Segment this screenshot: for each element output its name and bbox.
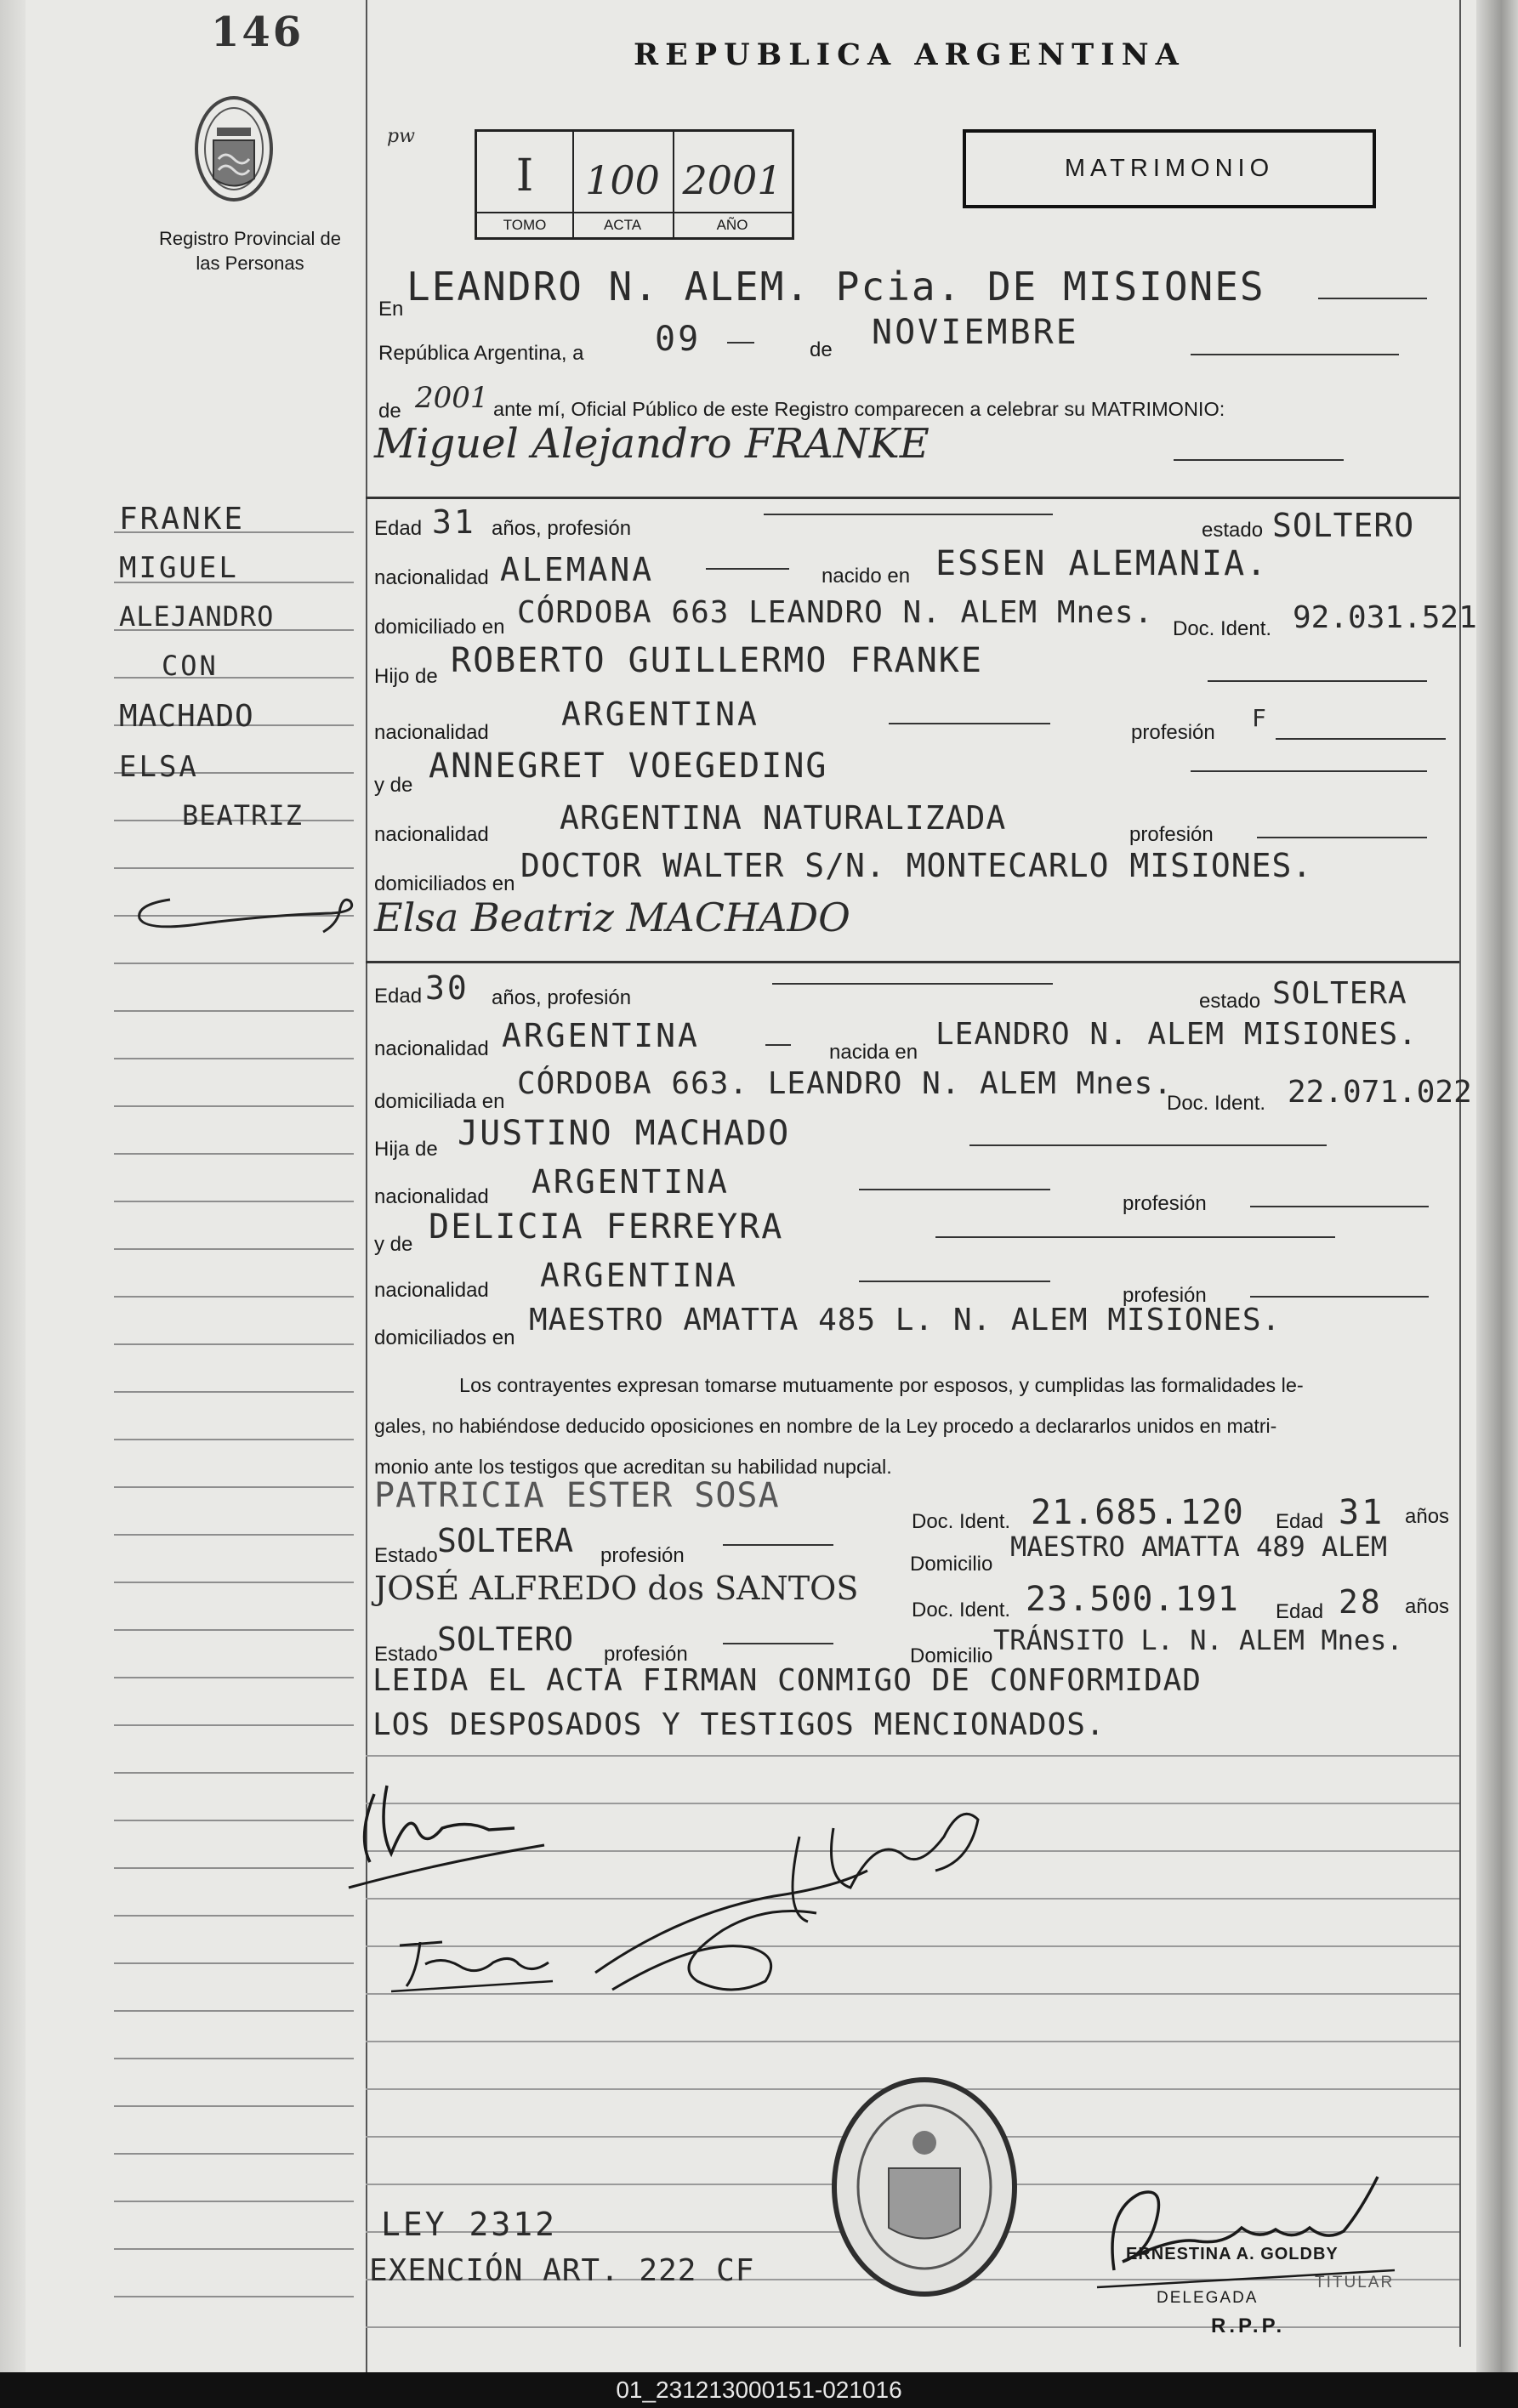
bride-domicilio: CÓRDOBA 663. LEANDRO N. ALEM Mnes. <box>517 1066 1173 1101</box>
ley-note: LEY 2312 <box>381 2206 558 2243</box>
witness1-estado: SOLTERA <box>437 1522 574 1559</box>
bride-mother-nat: ARGENTINA <box>540 1257 738 1294</box>
witness2-doc-label: Doc. Ident. <box>912 1599 1011 1621</box>
official-office: R.P.P. <box>1211 2314 1286 2337</box>
doc-type: MATRIMONIO <box>1064 155 1275 182</box>
closing-line-2: LOS DESPOSADOS Y TESTIGOS MENCIONADOS. <box>372 1707 1106 1742</box>
bride-parents-dom: MAESTRO AMATTA 485 L. N. ALEM MISIONES. <box>529 1303 1282 1337</box>
registry-seal-icon <box>191 89 276 208</box>
margin-note: MIGUEL <box>119 551 239 585</box>
official-role-1: DELEGADA <box>1157 2289 1259 2307</box>
bride-edad-label: Edad <box>374 985 423 1008</box>
acta-value: 100 <box>585 157 660 203</box>
margin-rule <box>114 1439 354 1440</box>
groom-parents-dom-label: domiciliados en <box>374 872 515 895</box>
initials: pw <box>387 126 415 147</box>
margin-rule <box>114 677 354 679</box>
margin-rule <box>114 2058 354 2059</box>
republica-label: República Argentina, a <box>378 342 584 365</box>
acta-label: ACTA <box>603 217 642 233</box>
witness2-domicilio: TRÁNSITO L. N. ALEM Mnes. <box>993 1624 1403 1656</box>
margin-rule <box>114 1058 354 1059</box>
bride-estado: SOLTERA <box>1272 976 1407 1011</box>
file-id-bar <box>0 2372 1518 2408</box>
bride-mother-nat-label: nacionalidad <box>374 1279 489 1302</box>
groom-estado-label: estado <box>1202 519 1264 542</box>
margin-note: FRANKE <box>119 502 246 537</box>
ano-value: 2001 <box>682 157 782 203</box>
margin-rule <box>114 2010 354 2012</box>
day: 09 <box>655 320 702 359</box>
witness1-estado-label: Estado <box>374 1544 438 1567</box>
witness2-edad-label: Edad <box>1276 1600 1324 1623</box>
margin-rule <box>114 2296 354 2297</box>
margin-note: MACHADO <box>119 699 254 734</box>
official-stamp-icon <box>829 2075 1021 2300</box>
bride-dom-label: domiciliada en <box>374 1090 505 1113</box>
signature-witness <box>391 1930 561 1998</box>
margin-note: BEATRIZ <box>182 799 303 832</box>
groom-hijo-label: Hijo de <box>374 665 438 688</box>
margin-rule <box>114 2153 354 2155</box>
witness2-age: 28 <box>1339 1583 1383 1621</box>
file-id: 01_231213000151-021016 <box>616 2377 902 2403</box>
witness2-anos-label: años <box>1405 1595 1450 1618</box>
main-area-right-border <box>1459 0 1461 2347</box>
bride-father: JUSTINO MACHADO <box>458 1114 791 1153</box>
groom-full-name: Miguel Alejandro FRANKE <box>374 420 930 468</box>
place: LEANDRO N. ALEM. Pcia. DE MISIONES <box>407 264 1265 310</box>
left-page-edge <box>0 0 26 2372</box>
groom-nacionalidad: ALEMANA <box>500 551 655 588</box>
signature-groom <box>340 1769 561 1905</box>
witness2-name: JOSÉ ALFREDO dos SANTOS <box>374 1570 859 1607</box>
groom-age: 31 <box>432 503 476 541</box>
en-label: En <box>378 298 404 321</box>
margin-rule <box>114 1248 354 1250</box>
statement-line-3: monio ante los testigos que acreditan su habilidad nupcial. <box>374 1456 892 1478</box>
margin-rule <box>114 2105 354 2107</box>
registry-name: Registro Provincial de las Personas <box>159 228 341 274</box>
margin-rule <box>114 1867 354 1869</box>
witness1-edad-label: Edad <box>1276 1510 1324 1533</box>
groom-dom-label: domiciliado en <box>374 616 505 639</box>
margin-note: CON <box>162 650 219 682</box>
official-role-2: TITULAR <box>1315 2274 1395 2292</box>
signature-bride <box>578 1786 1021 2007</box>
groom-father: ROBERTO GUILLERMO FRANKE <box>451 641 983 680</box>
year: 2001 <box>415 381 489 415</box>
main-area-left-border <box>366 0 367 2372</box>
margin-flourish <box>128 889 366 940</box>
bride-father-nat-label: nacionalidad <box>374 1185 489 1208</box>
country-heading: REPUBLICA ARGENTINA <box>634 37 1185 72</box>
margin-rule <box>114 1772 354 1774</box>
witness2-estado-label: Estado <box>374 1643 438 1666</box>
margin-rule <box>114 963 354 964</box>
witness2-prof-label: profesión <box>604 1643 688 1666</box>
margin-rule <box>114 1105 354 1107</box>
official-name: ERNESTINA A. GOLDBY <box>1126 2245 1339 2263</box>
groom-estado: SOLTERO <box>1272 507 1415 544</box>
margin-rule <box>114 1343 354 1345</box>
bride-nac-label: nacionalidad <box>374 1037 489 1060</box>
bride-mother-prof-label: profesión <box>1123 1284 1207 1307</box>
bride-yde-label: y de <box>374 1233 413 1256</box>
bride-doc-label: Doc. Ident. <box>1167 1092 1266 1115</box>
bride-mother: DELICIA FERREYRA <box>429 1207 784 1247</box>
record-table <box>475 129 794 240</box>
bride-parents-dom-label: domiciliados en <box>374 1326 515 1349</box>
witness2-estado: SOLTERO <box>437 1621 574 1658</box>
groom-nacido-label: nacido en <box>822 565 911 588</box>
doc-type-box <box>963 129 1376 208</box>
tomo-value: I <box>515 150 534 202</box>
margin-rule <box>114 1962 354 1964</box>
margin-rule <box>114 1724 354 1726</box>
bride-doc: 22.071.022 <box>1288 1075 1472 1110</box>
margin-rule <box>114 1391 354 1393</box>
bride-anos-label: años, profesión <box>492 986 632 1009</box>
witness1-domicilio: MAESTRO AMATTA 489 ALEM <box>1010 1531 1388 1563</box>
witness1-prof-label: profesión <box>600 1544 685 1567</box>
bride-hija-label: Hija de <box>374 1138 438 1161</box>
groom-yde-label: y de <box>374 774 413 797</box>
month: NOVIEMBRE <box>872 313 1079 352</box>
groom-parents-dom: DOCTOR WALTER S/N. MONTECARLO MISIONES. <box>520 847 1313 884</box>
margin-note: ELSA <box>119 750 199 784</box>
groom-mother-nat-label: nacionalidad <box>374 823 489 846</box>
groom-nac-label: nacionalidad <box>374 566 489 589</box>
closing-line-1: LEIDA EL ACTA FIRMAN CONMIGO DE CONFORMIDAD <box>372 1663 1202 1698</box>
groom-anos-label: años, profesión <box>492 517 632 540</box>
statement-line-1: Los contrayentes expresan tomarse mutuamente por esposos, y cumplidas las formalidades le- <box>459 1374 1304 1396</box>
bride-nacida-label: nacida en <box>829 1041 918 1064</box>
groom-doc-label: Doc. Ident. <box>1173 617 1272 640</box>
bride-father-prof-label: profesión <box>1123 1192 1207 1215</box>
groom-doc: 92.031.521 <box>1293 600 1477 635</box>
margin-rule <box>114 2201 354 2202</box>
groom-father-nat-label: nacionalidad <box>374 721 489 744</box>
groom-domicilio: CÓRDOBA 663 LEANDRO N. ALEM Mnes. <box>517 595 1154 630</box>
witness1-dom-label: Domicilio <box>910 1553 993 1576</box>
binding-shadow <box>1476 0 1518 2372</box>
bride-full-name: Elsa Beatriz MACHADO <box>374 894 850 940</box>
witness1-anos-label: años <box>1405 1505 1450 1528</box>
groom-edad-label: Edad <box>374 517 423 540</box>
witness2-dom-label: Domicilio <box>910 1644 993 1667</box>
groom-father-nat: ARGENTINA <box>561 696 759 733</box>
margin-rule <box>114 1010 354 1012</box>
margin-rule <box>114 1629 354 1631</box>
groom-mother: ANNEGRET VOEGEDING <box>429 747 828 786</box>
margin-rule <box>114 1820 354 1821</box>
witness1-doc-label: Doc. Ident. <box>912 1510 1011 1533</box>
groom-mother-nat: ARGENTINA NATURALIZADA <box>560 799 1007 837</box>
bride-age: 30 <box>425 969 469 1007</box>
margin-rule <box>114 1582 354 1583</box>
groom-birthplace: ESSEN ALEMANIA. <box>935 544 1269 583</box>
groom-father-prof-label: profesión <box>1131 721 1215 744</box>
margin-rule <box>114 1534 354 1536</box>
ano-label: AÑO <box>716 217 748 233</box>
margin-note: ALEJANDRO <box>119 600 275 633</box>
margin-rule <box>114 1201 354 1202</box>
bride-father-nat: ARGENTINA <box>532 1163 730 1201</box>
groom-mother-prof-label: profesión <box>1129 823 1214 846</box>
margin-rule <box>114 1915 354 1917</box>
groom-father-prof: F <box>1252 704 1269 732</box>
witness1-age: 31 <box>1339 1493 1385 1532</box>
witness2-doc: 23.500.191 <box>1026 1580 1239 1619</box>
margin-rule <box>114 1296 354 1298</box>
bride-birthplace: LEANDRO N. ALEM MISIONES. <box>935 1017 1418 1052</box>
declaration: ante mí, Oficial Público de este Registro comparecen a celebrar su MATRIMONIO: <box>493 398 1225 420</box>
witness1-doc: 21.685.120 <box>1031 1493 1244 1532</box>
margin-rule <box>114 1677 354 1678</box>
margin-rule <box>114 2248 354 2250</box>
year-prefix: de <box>378 400 401 423</box>
exencion-note: EXENCIÓN ART. 222 CF <box>369 2253 755 2288</box>
margin-rule <box>114 867 354 869</box>
de-label: de <box>810 338 833 361</box>
tomo-label: TOMO <box>503 217 547 233</box>
witness1-name: PATRICIA ESTER SOSA <box>374 1476 780 1515</box>
page-number: 146 <box>211 9 304 56</box>
statement-line-2: gales, no habiéndose deducido oposiciones en nombre de la Ley procedo a declararlos unidos en matri- <box>374 1415 1277 1437</box>
bride-nacionalidad: ARGENTINA <box>502 1017 700 1054</box>
margin-rule <box>114 1153 354 1155</box>
margin-rule <box>114 1486 354 1488</box>
bride-estado-label: estado <box>1199 990 1261 1013</box>
